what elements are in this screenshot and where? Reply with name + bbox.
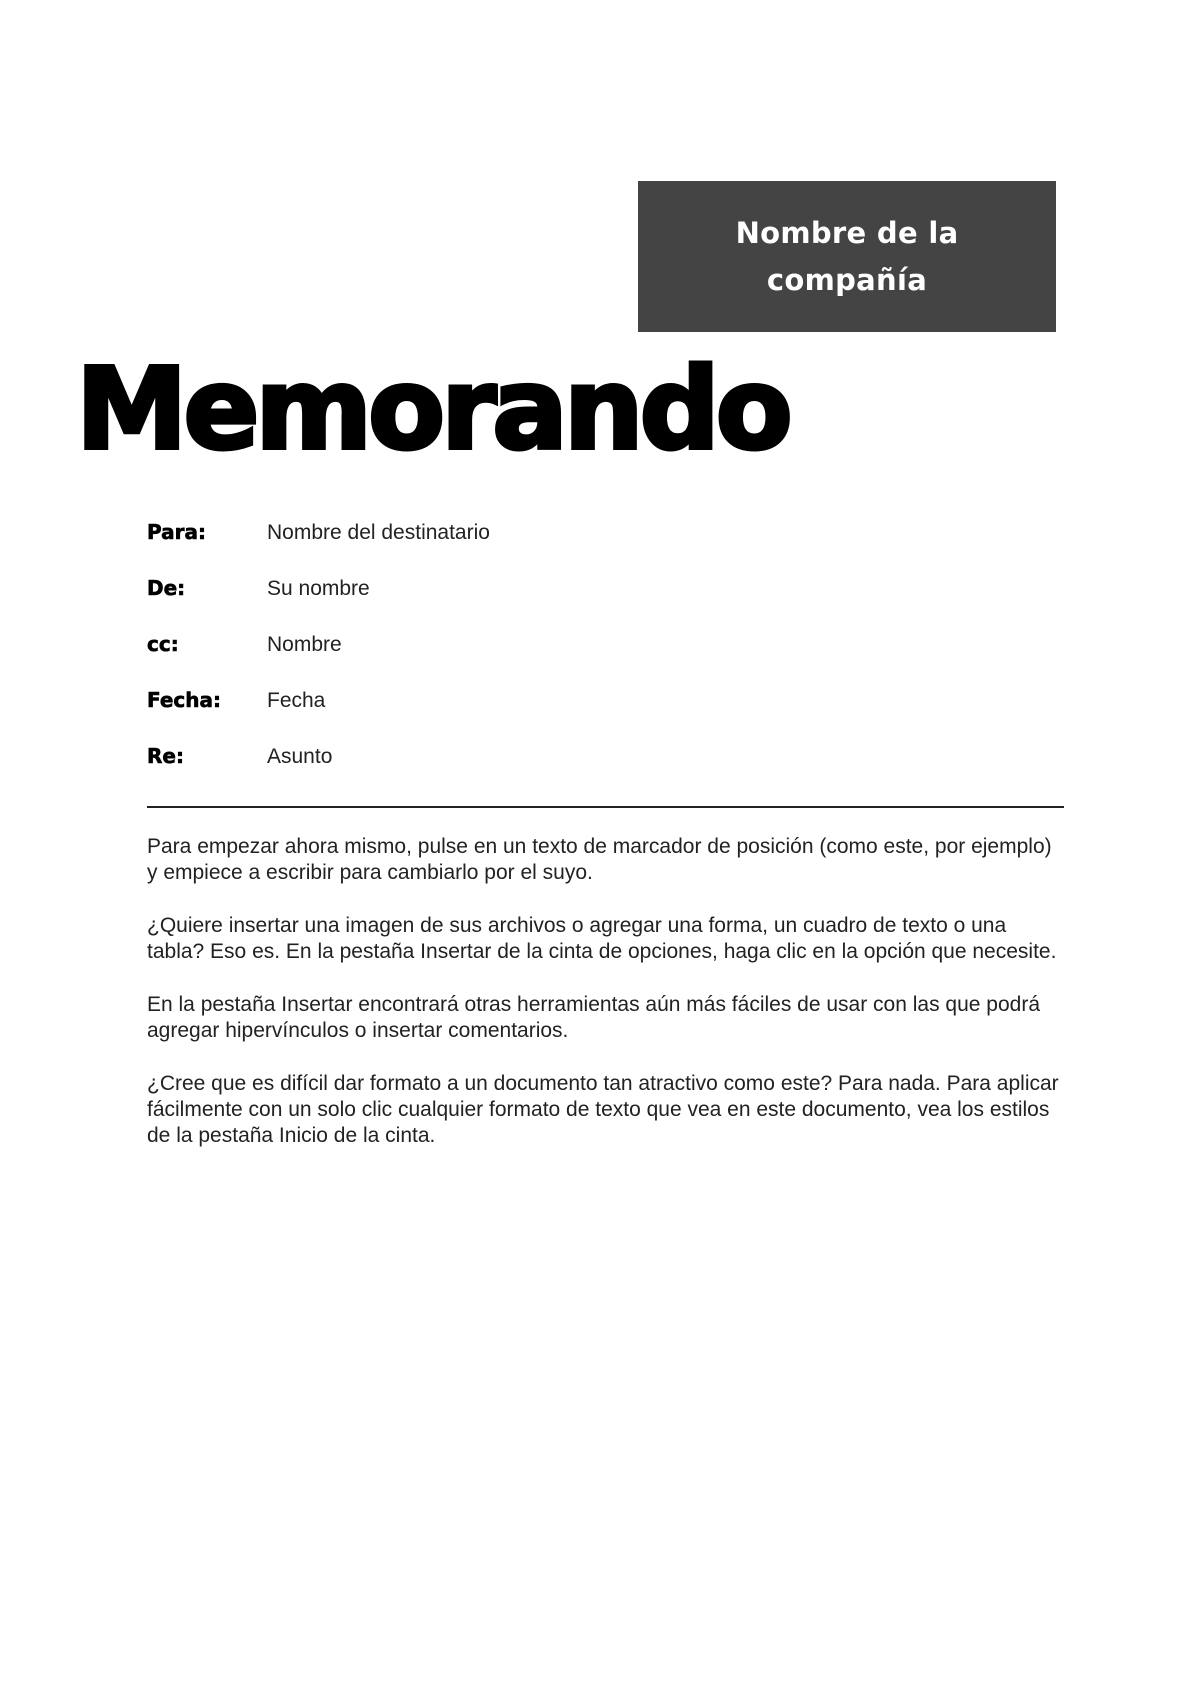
field-row-subject — [147, 744, 1067, 800]
memo-title: Memorando — [76, 345, 789, 475]
company-name[interactable]: Nombre de la compañía — [735, 215, 959, 297]
field-row-cc — [147, 632, 1067, 688]
subject-field[interactable]: Asunto — [267, 745, 333, 768]
body-paragraph[interactable]: ¿Cree que es difícil dar formato a un documento tan atractivo como este? Para nada. Para aplicar fácilmente con un solo clic cualquier formato de texto que vea en este documento, vea los estilos de la pestaña Inicio de la cinta. — [147, 1072, 1059, 1147]
memo-body — [147, 834, 1067, 1176]
body-paragraph[interactable]: ¿Quiere insertar una imagen de sus archivos o agregar una forma, un cuadro de texto o una tabla? Eso es. En la pestaña Insertar de la cinta de opciones, haga clic en la opción que necesite. — [147, 914, 1057, 963]
cc-name-field[interactable]: Nombre — [267, 633, 342, 656]
header-divider — [147, 806, 1064, 808]
field-label-subject: Re: — [147, 744, 184, 768]
field-row-from — [147, 576, 1067, 632]
company-name-box[interactable] — [638, 181, 1056, 332]
field-label-cc: cc: — [147, 632, 179, 656]
memo-header-fields — [147, 520, 1067, 800]
field-label-date: Fecha: — [147, 688, 222, 712]
body-paragraph[interactable]: Para empezar ahora mismo, pulse en un texto de marcador de posición (como este, por ejemplo) y empiece a escribir para cambiarlo por el suyo. — [147, 835, 1052, 884]
body-paragraph[interactable]: En la pestaña Insertar encontrará otras herramientas aún más fáciles de usar con las que podrá agregar hipervínculos o insertar comentarios. — [147, 993, 1041, 1042]
field-row-date — [147, 688, 1067, 744]
field-label-from: De: — [147, 576, 186, 600]
recipient-name-field[interactable]: Nombre del destinatario — [267, 521, 490, 544]
date-field[interactable]: Fecha — [267, 689, 326, 712]
field-label-to: Para: — [147, 520, 206, 544]
sender-name-field[interactable]: Su nombre — [267, 577, 370, 600]
field-row-to — [147, 520, 1067, 576]
